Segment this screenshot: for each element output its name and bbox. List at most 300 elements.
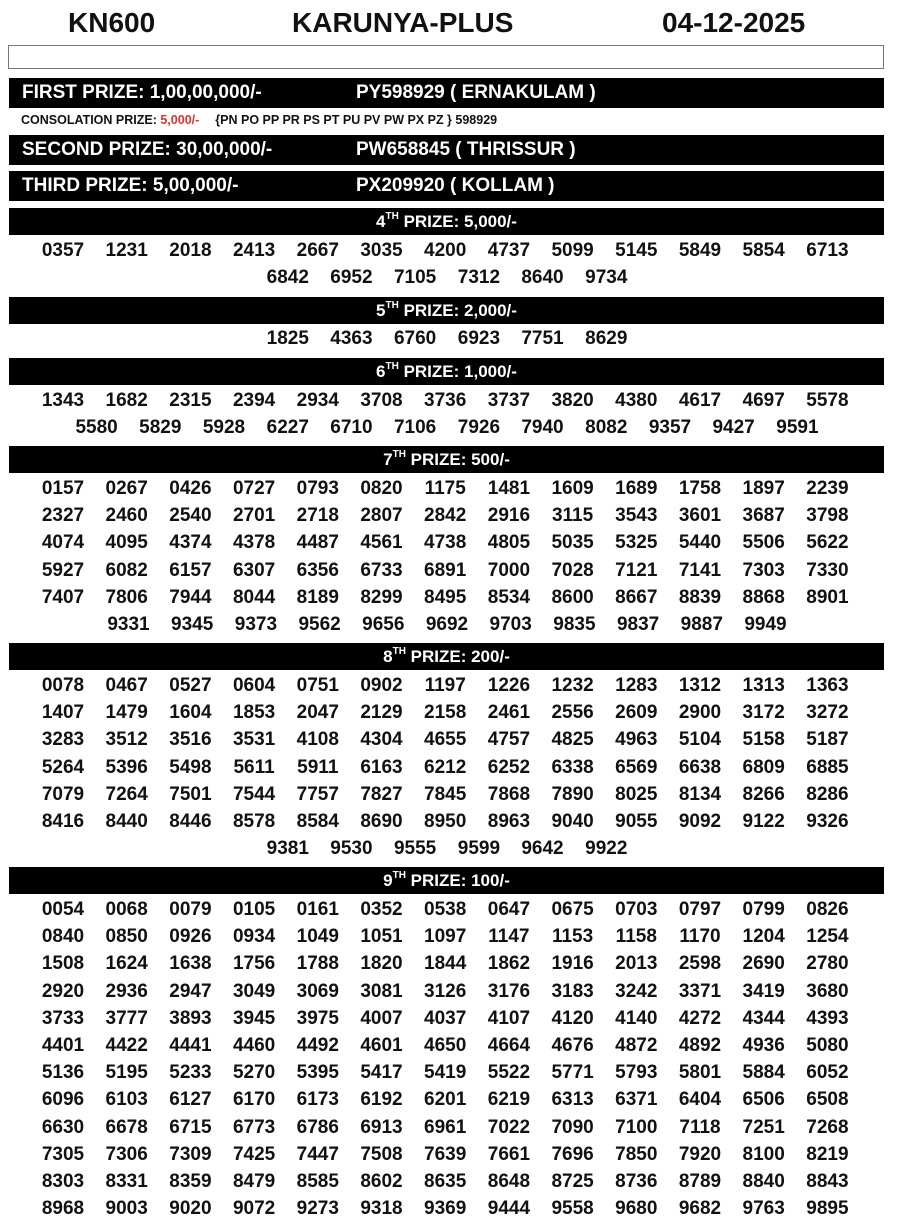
winning-number: 8963 (487, 811, 531, 832)
winning-number: 6630 (41, 1116, 85, 1138)
winning-number: 9040 (551, 811, 594, 832)
winning-number: 8082 (585, 417, 628, 439)
winning-number: 4487 (296, 532, 339, 554)
winning-number: 9092 (678, 811, 722, 832)
winning-number: 6710 (330, 417, 373, 439)
winning-number: 7757 (296, 783, 339, 805)
prize-9-ordinal: 9 (383, 871, 393, 890)
winning-number: 1231 (105, 240, 148, 261)
winning-number: 3893 (169, 1007, 212, 1029)
winning-number: 1051 (360, 926, 403, 948)
winning-number: 7407 (41, 586, 85, 608)
winning-number: 0426 (169, 478, 212, 499)
winning-number: 4757 (487, 729, 531, 751)
winning-number: 5578 (806, 390, 849, 411)
consolation-label: CONSOLATION PRIZE: (21, 113, 161, 127)
winning-number: 1897 (742, 478, 785, 499)
winning-number: 9895 (806, 1198, 849, 1220)
winning-number: 3708 (360, 390, 403, 411)
winning-number: 2461 (487, 702, 531, 724)
winning-number: 5080 (806, 1035, 849, 1056)
second-prize-bar (9, 135, 884, 165)
winning-number: 3283 (41, 729, 85, 751)
winning-number: 5195 (105, 1062, 148, 1084)
winning-number: 3516 (169, 729, 212, 751)
winning-number: 9331 (107, 614, 150, 635)
winning-number: 9020 (169, 1198, 212, 1220)
winning-number: 8578 (232, 811, 276, 832)
winning-number: 9734 (585, 267, 628, 289)
prize-4-label: PRIZE: 5,000/- (398, 212, 517, 231)
winning-number: 7100 (615, 1116, 658, 1138)
winning-number: 8968 (41, 1198, 85, 1220)
winning-number: 2609 (615, 702, 658, 724)
winning-number: 9373 (234, 614, 278, 635)
prize-7-ordinal: 7 (383, 450, 393, 469)
winning-number: 8100 (742, 1143, 785, 1165)
winning-number: 2916 (487, 505, 531, 527)
winning-number: 9591 (776, 417, 819, 439)
winning-number: 2690 (742, 953, 785, 975)
winning-number: 9682 (678, 1198, 722, 1220)
winning-number: 5611 (233, 756, 275, 778)
winning-number: 1049 (296, 926, 339, 948)
winning-number: 7696 (551, 1143, 594, 1165)
winning-number: 3543 (615, 505, 658, 527)
winning-number: 7141 (678, 559, 722, 581)
winning-number: 5927 (41, 559, 85, 581)
winning-number: 7425 (232, 1143, 276, 1165)
winning-number: 8331 (105, 1171, 148, 1192)
winning-number: 6733 (360, 559, 403, 581)
winning-number: 1097 (424, 926, 467, 948)
winning-number: 1689 (615, 478, 658, 499)
winning-number: 0703 (615, 899, 658, 920)
winning-number: 2900 (678, 702, 722, 724)
winning-number: 0079 (169, 899, 212, 920)
winning-number: 6404 (678, 1089, 722, 1111)
winning-number: 0352 (360, 899, 403, 920)
winning-number: 2807 (360, 505, 403, 527)
winning-number: 2842 (424, 505, 467, 527)
winning-number: 7501 (169, 783, 212, 805)
prize-5-suffix: TH (385, 300, 399, 312)
winning-number: 2718 (296, 505, 339, 527)
winning-number: 9763 (742, 1198, 785, 1220)
winning-number: 2667 (296, 240, 339, 261)
winning-number: 1825 (266, 328, 309, 349)
winning-number: 7028 (551, 559, 594, 581)
winning-number: 7751 (521, 328, 564, 349)
winning-number: 5928 (202, 417, 246, 439)
winning-number: 9949 (744, 614, 787, 635)
prize-9-label: PRIZE: 100/- (405, 871, 510, 890)
winning-number: 6891 (424, 559, 467, 581)
winning-number: 0054 (41, 899, 85, 920)
winning-number: 5187 (806, 729, 849, 751)
winning-number: 8843 (806, 1171, 849, 1192)
first-prize-winner: PY598929 ( ERNAKULAM ) (356, 82, 596, 103)
winning-number: 9887 (680, 614, 723, 635)
result-header (0, 0, 900, 44)
winning-number: 1756 (232, 953, 276, 975)
winning-number: 7105 (393, 267, 437, 289)
winning-number: 5270 (232, 1062, 276, 1084)
winning-number: 4676 (551, 1035, 594, 1056)
winning-number: 6678 (105, 1116, 148, 1138)
winning-number: 1175 (424, 478, 466, 499)
winning-number: 4738 (424, 532, 467, 554)
winning-number: 1254 (806, 926, 849, 948)
winning-number: 9656 (362, 614, 405, 635)
winning-number: 7447 (296, 1143, 339, 1165)
winning-number: 6569 (615, 756, 658, 778)
winning-number: 6212 (424, 756, 467, 778)
winning-number: 7079 (41, 783, 85, 805)
winning-number: 1197 (424, 675, 466, 696)
winning-number: 3945 (232, 1007, 276, 1029)
winning-number: 9835 (553, 614, 596, 635)
winning-number: 7106 (393, 417, 437, 439)
winning-number: 1363 (806, 675, 849, 696)
winning-number: 5884 (742, 1062, 785, 1084)
winning-number: 0161 (296, 899, 339, 920)
winning-number: 8725 (551, 1171, 594, 1192)
winning-number: 8635 (424, 1171, 467, 1192)
winning-number: 9345 (171, 614, 214, 635)
winning-number: 3183 (551, 980, 594, 1002)
prize-4-bar (9, 208, 884, 235)
winning-number: 5233 (169, 1062, 212, 1084)
prize-6-label: PRIZE: 1,000/- (398, 362, 517, 381)
winning-number: 3777 (105, 1007, 148, 1029)
winning-number: 2129 (360, 702, 403, 724)
winning-number: 2701 (232, 505, 276, 527)
winning-number: 5136 (41, 1062, 85, 1084)
winning-number: 7544 (232, 783, 276, 805)
third-prize-bar (9, 171, 884, 201)
prize-7-suffix: TH (392, 449, 406, 461)
winning-number: 8266 (742, 783, 785, 805)
winning-number: 2540 (169, 505, 212, 527)
winning-number: 5396 (105, 756, 148, 778)
winning-number: 2556 (551, 702, 594, 724)
winning-number: 7868 (487, 783, 531, 805)
prize-5-label: PRIZE: 2,000/- (398, 301, 517, 320)
winning-number: 8789 (678, 1171, 722, 1192)
winning-number: 7661 (487, 1143, 531, 1165)
winning-number: 8648 (487, 1171, 531, 1192)
winning-number: 6313 (551, 1089, 594, 1111)
winning-number: 5099 (551, 240, 594, 261)
winning-number: 3736 (424, 390, 467, 411)
winning-number: 1312 (678, 675, 722, 696)
winning-number: 7121 (615, 559, 658, 581)
winning-number: 9555 (393, 838, 437, 860)
winning-number: 4422 (105, 1035, 148, 1056)
winning-number: 4460 (232, 1035, 276, 1056)
winning-number: 7000 (487, 559, 531, 581)
winning-number: 6157 (169, 559, 212, 581)
consolation-series: {PN PO PP PR PS PT PU PV PW PX PZ } 598929 (215, 113, 498, 127)
winning-number: 8950 (424, 811, 467, 832)
winning-number: 3975 (296, 1007, 339, 1029)
winning-number: 7944 (169, 586, 212, 608)
winning-number: 7251 (742, 1116, 785, 1138)
winning-number: 7090 (551, 1116, 594, 1138)
winning-number: 7639 (424, 1143, 467, 1165)
winning-number: 4272 (678, 1007, 722, 1029)
winning-number: 8025 (615, 783, 658, 805)
winning-number: 6201 (424, 1089, 467, 1111)
winning-number: 5801 (678, 1062, 722, 1084)
winning-number: 7890 (551, 783, 594, 805)
winning-number: 1158 (615, 926, 657, 948)
winning-number: 5104 (678, 729, 722, 751)
winning-number: 0538 (424, 899, 467, 920)
winning-number: 0799 (742, 899, 785, 920)
winning-number: 4200 (424, 240, 467, 261)
winning-number: 6096 (41, 1089, 85, 1111)
winning-number: 3737 (487, 390, 531, 411)
winning-number: 9357 (648, 417, 692, 439)
winning-number: 8303 (41, 1171, 85, 1192)
winning-number: 9680 (615, 1198, 658, 1220)
winning-number: 9369 (424, 1198, 467, 1220)
winning-number: 0357 (41, 240, 85, 261)
winning-number: 0751 (296, 675, 339, 696)
winning-number: 4492 (296, 1035, 339, 1056)
third-prize-label: THIRD PRIZE: 5,00,000/- (22, 175, 239, 196)
winning-number: 3069 (296, 980, 339, 1002)
prize-4-ordinal: 4 (376, 212, 386, 231)
winning-number: 1170 (679, 926, 721, 948)
consolation-amount: 5,000/- (160, 113, 200, 127)
winning-number: 5522 (487, 1062, 531, 1084)
winning-number: 4650 (424, 1035, 467, 1056)
winning-number: 4825 (551, 729, 594, 751)
prize-8-label: PRIZE: 200/- (405, 647, 510, 666)
winning-number: 1508 (41, 953, 85, 975)
winning-number: 5911 (297, 756, 339, 778)
winning-number: 7118 (679, 1116, 721, 1138)
winning-number: 1916 (551, 953, 594, 975)
winning-number: 3601 (678, 505, 722, 527)
winning-number: 0820 (360, 478, 403, 499)
winning-number: 0793 (296, 478, 339, 499)
winning-number: 3512 (105, 729, 148, 751)
winning-number: 3820 (551, 390, 594, 411)
prize-7-bar (9, 446, 884, 473)
winning-number: 4393 (806, 1007, 849, 1029)
winning-number: 6786 (296, 1116, 339, 1138)
winning-number: 6952 (330, 267, 373, 289)
winning-number: 3419 (742, 980, 785, 1002)
winning-number: 2780 (806, 953, 849, 975)
winning-number: 3242 (615, 980, 658, 1002)
winning-number: 0926 (169, 926, 212, 948)
winning-number: 3035 (360, 240, 403, 261)
winning-number: 2394 (232, 390, 276, 411)
winning-number: 2047 (296, 702, 339, 724)
winning-number: 9922 (585, 838, 628, 860)
winning-number: 4561 (360, 532, 403, 554)
prize-5-ordinal: 5 (376, 301, 386, 320)
winning-number: 8479 (232, 1171, 276, 1192)
winning-number: 5395 (296, 1062, 339, 1084)
winning-number: 5440 (678, 532, 722, 554)
winning-number: 3049 (232, 980, 276, 1002)
winning-number: 7303 (742, 559, 785, 581)
winning-number: 8359 (169, 1171, 212, 1192)
winning-number: 5829 (139, 417, 182, 439)
winning-number: 9318 (360, 1198, 403, 1220)
winning-number: 0068 (105, 899, 148, 920)
winning-number: 2934 (296, 390, 339, 411)
winning-number: 6338 (551, 756, 594, 778)
winning-number: 2947 (169, 980, 212, 1002)
winning-number: 6082 (105, 559, 148, 581)
second-prize-label: SECOND PRIZE: 30,00,000/- (22, 139, 273, 160)
winning-number: 4120 (551, 1007, 594, 1029)
winning-number: 9326 (806, 811, 849, 832)
winning-number: 5417 (360, 1062, 403, 1084)
second-prize-winner: PW658845 ( THRISSUR ) (356, 139, 576, 160)
winning-number: 7845 (424, 783, 467, 805)
winning-number: 8446 (169, 811, 212, 832)
winning-number: 0105 (232, 899, 276, 920)
winning-number: 1862 (487, 953, 531, 975)
prize-9-suffix: TH (392, 870, 406, 882)
winning-number: 6760 (393, 328, 437, 349)
winning-number: 7827 (360, 783, 403, 805)
winning-number: 6127 (169, 1089, 212, 1111)
winning-number: 1758 (678, 478, 722, 499)
winning-number: 5498 (169, 756, 212, 778)
winning-number: 2018 (169, 240, 212, 261)
winning-number: 5622 (806, 532, 849, 554)
winning-number: 7330 (806, 559, 849, 581)
winning-number: 4007 (360, 1007, 403, 1029)
winning-number: 4872 (615, 1035, 658, 1056)
winning-number: 2013 (615, 953, 658, 975)
winning-number: 5771 (551, 1062, 594, 1084)
winning-number: 0675 (551, 899, 594, 920)
prize-8-ordinal: 8 (383, 647, 393, 666)
winning-number: 0157 (41, 478, 85, 499)
winning-number: 1153 (551, 926, 594, 948)
winning-number: 6885 (806, 756, 849, 778)
winning-number: 4963 (615, 729, 658, 751)
winning-number: 8584 (296, 811, 339, 832)
first-prize-label: FIRST PRIZE: 1,00,00,000/- (22, 82, 262, 103)
winning-number: 1788 (296, 953, 339, 975)
blank-box (8, 45, 884, 69)
winning-number: 6638 (678, 756, 722, 778)
winning-number: 5325 (615, 532, 658, 554)
winning-number: 9558 (551, 1198, 594, 1220)
winning-number: 9055 (615, 811, 658, 832)
winning-number: 1624 (105, 953, 148, 975)
lottery-name: KARUNYA-PLUS (292, 7, 514, 38)
winning-number: 2920 (41, 980, 85, 1002)
winning-number: 0727 (232, 478, 276, 499)
winning-number: 2315 (169, 390, 212, 411)
winning-number: 6842 (266, 267, 309, 289)
winning-number: 4401 (41, 1035, 85, 1056)
winning-number: 0902 (360, 675, 403, 696)
winning-number: 2460 (105, 505, 148, 527)
winning-number: 6923 (457, 328, 501, 349)
winning-number: 1638 (169, 953, 212, 975)
winning-number: 5580 (75, 417, 118, 439)
winning-number: 7850 (615, 1143, 658, 1165)
winning-number: 2936 (105, 980, 148, 1002)
prize-6-suffix: TH (385, 361, 399, 373)
winning-number: 8901 (806, 586, 849, 608)
winning-number: 5264 (41, 756, 85, 778)
draw-code: KN600 (68, 7, 156, 38)
winning-number: 1853 (232, 702, 276, 724)
winning-number: 7312 (457, 267, 501, 289)
winning-number: 4380 (615, 390, 658, 411)
winning-number: 7926 (457, 417, 501, 439)
winning-number: 4108 (296, 729, 339, 751)
winning-number: 0527 (169, 675, 212, 696)
winning-number: 8299 (360, 586, 403, 608)
winning-number: 5035 (551, 532, 594, 554)
winning-number: 7508 (360, 1143, 403, 1165)
winning-number: 8495 (424, 586, 467, 608)
winning-number: 1232 (551, 675, 594, 696)
winning-number: 2239 (806, 478, 849, 499)
winning-number: 4936 (742, 1035, 785, 1056)
winning-number: 1313 (742, 675, 785, 696)
winning-number: 3371 (678, 980, 722, 1002)
winning-number: 9562 (298, 614, 341, 635)
winning-number: 8286 (806, 783, 849, 805)
winning-number: 1820 (360, 953, 403, 975)
winning-number: 8134 (678, 783, 722, 805)
prize-7-label: PRIZE: 500/- (405, 450, 510, 469)
winning-number: 4107 (487, 1007, 531, 1029)
winning-number: 1407 (41, 702, 85, 724)
winning-number: 6219 (487, 1089, 531, 1111)
winning-number: 3126 (424, 980, 467, 1002)
winning-number: 1609 (551, 478, 594, 499)
winning-number: 6170 (232, 1089, 276, 1111)
winning-number: 5419 (424, 1062, 467, 1084)
winning-number: 4601 (360, 1035, 403, 1056)
winning-number: 5145 (615, 240, 658, 261)
winning-number: 8868 (742, 586, 785, 608)
winning-number: 7306 (105, 1143, 148, 1165)
winning-number: 9122 (742, 811, 785, 832)
winning-number: 3081 (360, 980, 403, 1002)
winning-number: 3115 (551, 505, 594, 527)
winning-number: 1604 (169, 702, 212, 724)
consolation-prize (21, 111, 497, 129)
winning-number: 7305 (41, 1143, 85, 1165)
winning-number: 8440 (105, 811, 148, 832)
winning-number: 5158 (742, 729, 785, 751)
winning-number: 6103 (105, 1089, 148, 1111)
winning-number: 1283 (615, 675, 658, 696)
winning-number: 0604 (232, 675, 276, 696)
winning-number: 3531 (232, 729, 276, 751)
winning-number: 4095 (105, 532, 148, 554)
winning-number: 6052 (806, 1062, 849, 1084)
